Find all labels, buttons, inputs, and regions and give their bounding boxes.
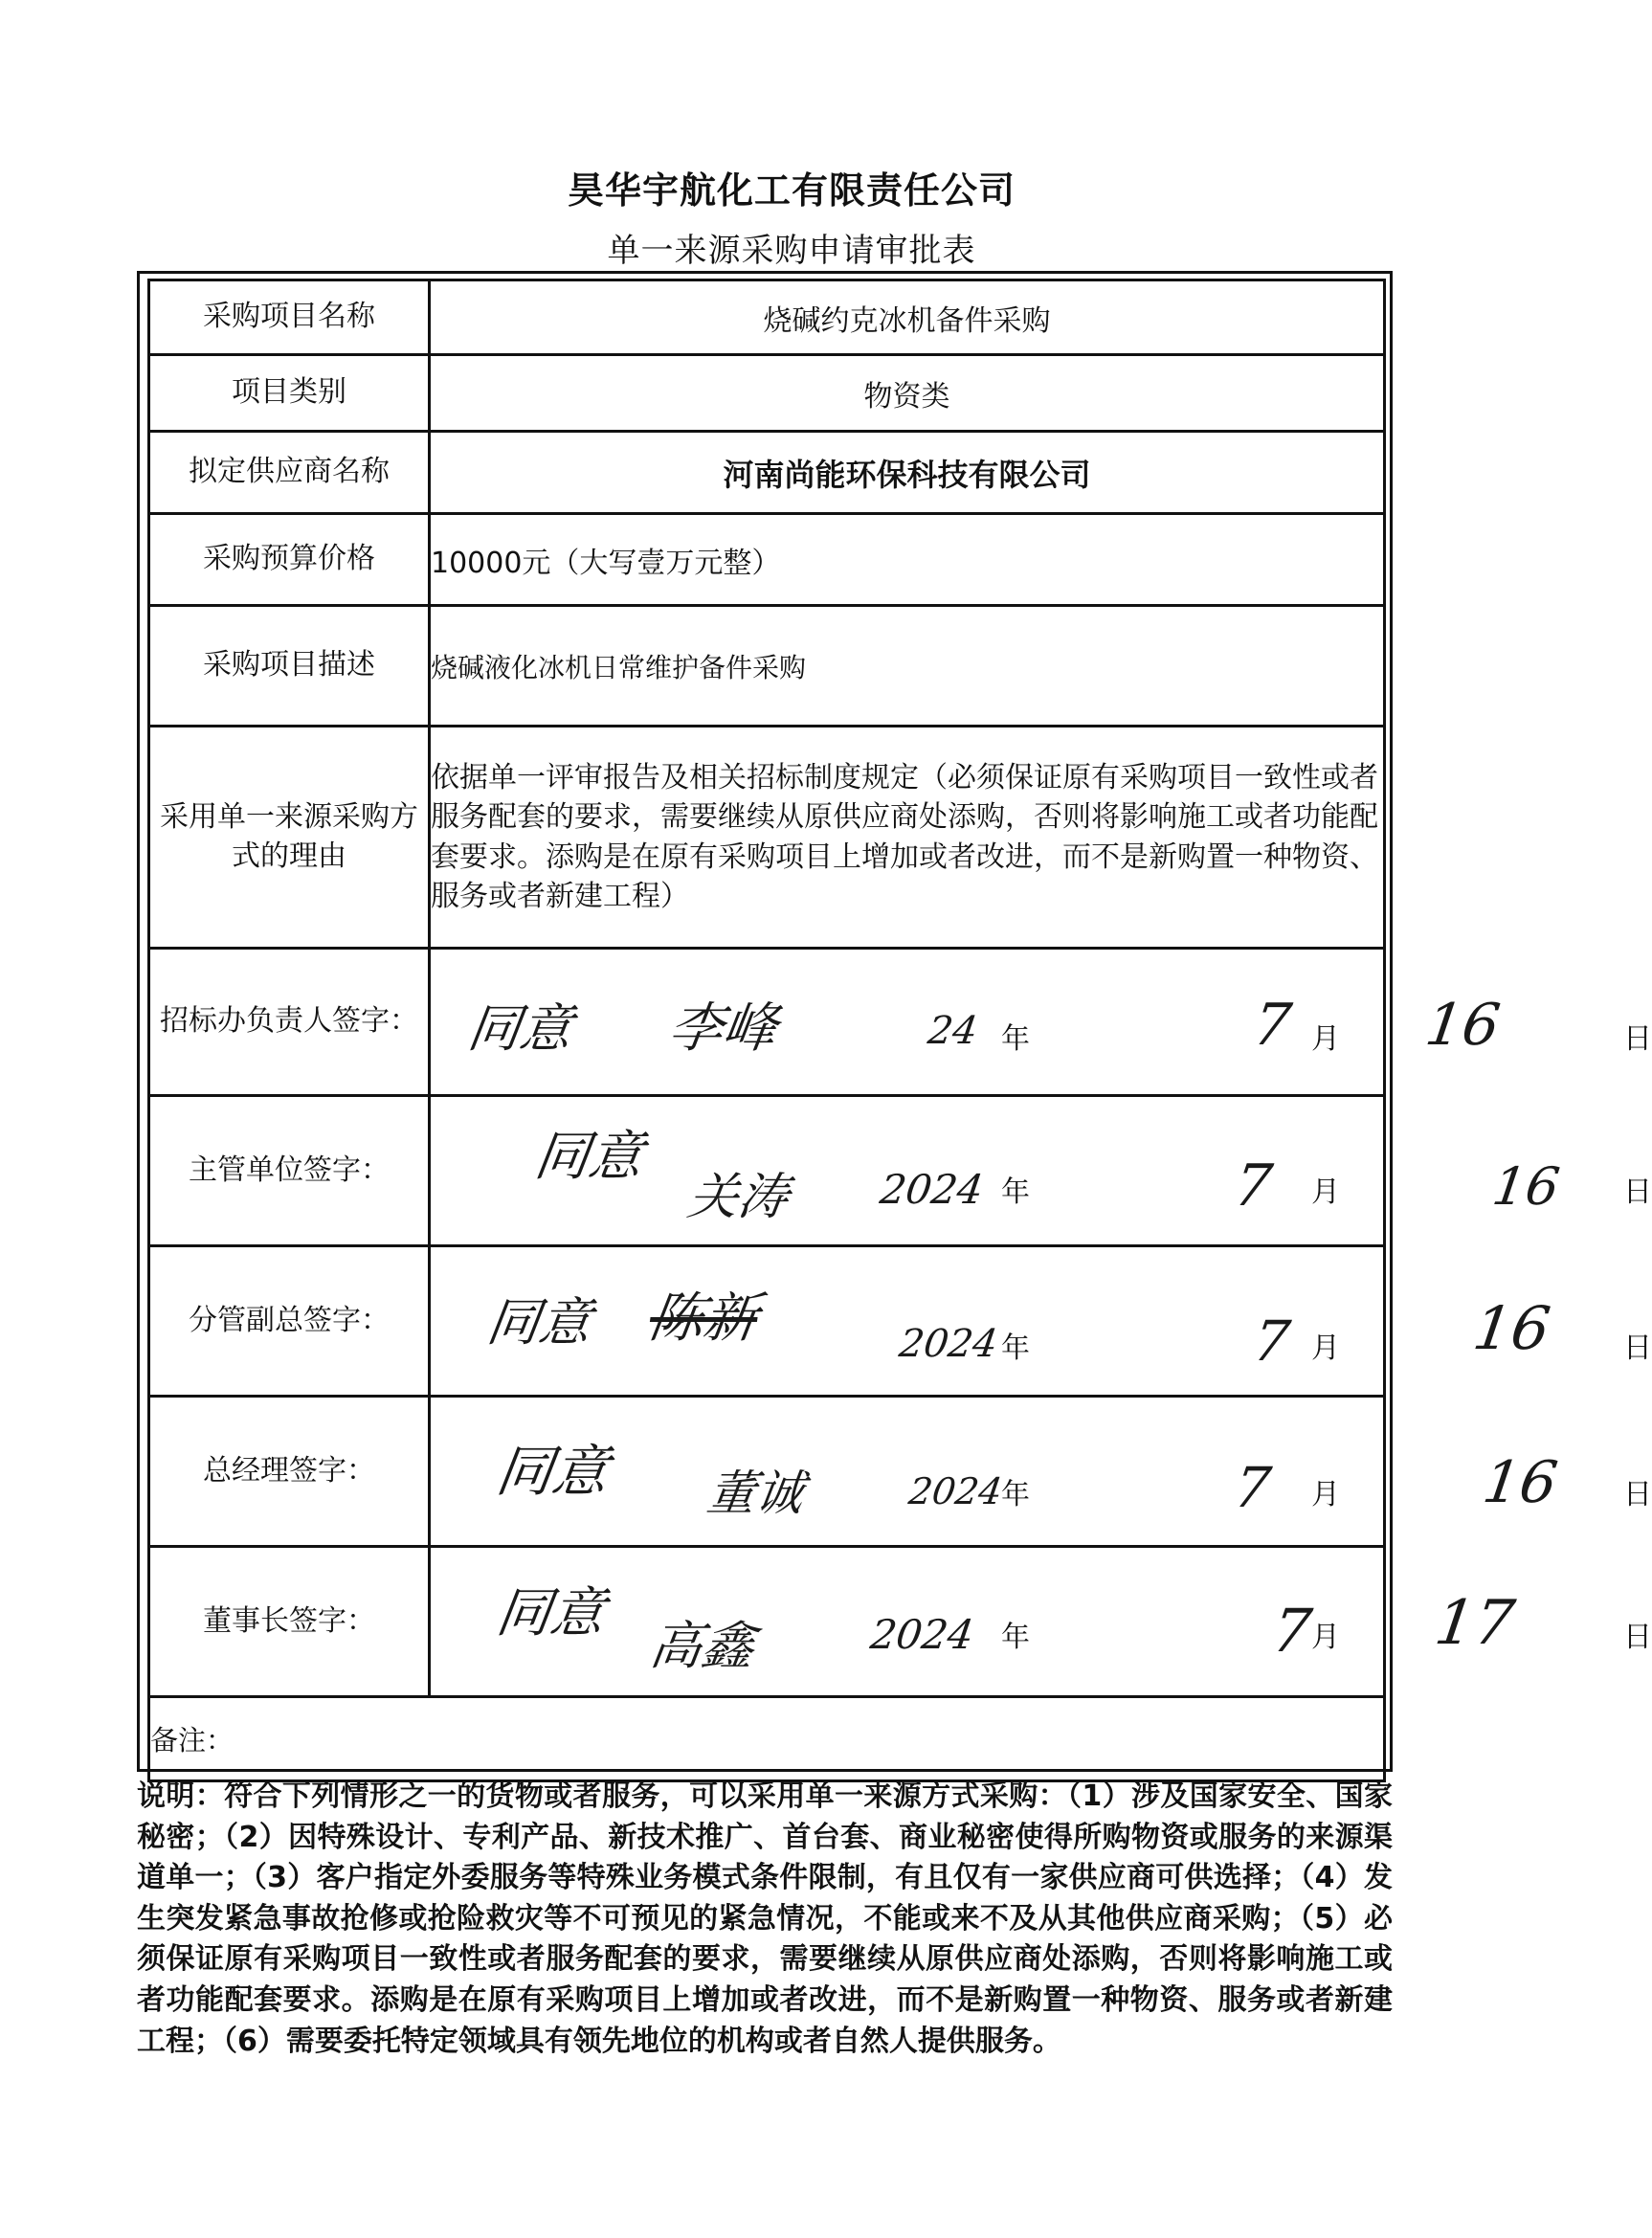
row-signature-general-manager [149,1397,1385,1547]
signature-cell [430,1246,1652,1397]
handwritten-month: 7 [1230,1153,1277,1220]
year-unit: 年 [1001,1332,1030,1365]
row-signature-chairman [149,1547,1385,1697]
handwritten-day: 16 [1468,1293,1555,1363]
signature-label: 招标办负责人签字： [149,949,430,1096]
handwritten-opinion: 同意 [483,1292,595,1353]
form-title: 单一来源采购申请审批表 [607,232,976,270]
notes-paragraph [137,1777,1393,2062]
project-name-label: 采购项目名称 [149,280,430,355]
day-unit: 日 [1623,1621,1652,1654]
day-unit: 日 [1623,1478,1652,1511]
category-label: 项目类别 [149,355,430,432]
handwritten-opinion: 同意 [492,1582,609,1645]
signature-cell [430,1096,1652,1246]
budget-value: 10000元（大写壹万元整） [430,514,1385,606]
month-unit: 月 [1311,1332,1340,1365]
month-unit: 月 [1311,1175,1340,1209]
handwritten-day: 17 [1430,1588,1519,1659]
handwritten-month: 7 [1249,1309,1294,1374]
handwritten-day: 16 [1479,1449,1562,1516]
handwritten-signature: 李峰 [664,997,781,1060]
remarks-cell [149,1697,1385,1781]
remarks-label: 备注： [150,1724,234,1757]
row-signature-deputy-gm [149,1246,1385,1397]
row-project-name [149,280,1385,355]
year-unit: 年 [1001,1478,1030,1511]
row-remarks [149,1697,1385,1781]
handwritten-opinion: 同意 [492,1439,614,1504]
row-category [149,355,1385,432]
month-unit: 月 [1311,1478,1340,1511]
handwritten-year: 2024 [877,1166,987,1213]
day-unit: 日 [1623,1332,1652,1365]
handwritten-opinion: 同意 [464,998,576,1059]
signature-cell [430,1547,1652,1697]
handwritten-opinion: 同意 [530,1126,647,1188]
handwritten-year: 2024 [867,1611,977,1658]
month-unit: 月 [1311,1621,1340,1654]
company-name: 昊华宇航化工有限责任公司 [567,169,1016,212]
row-signature-bidding-office [149,949,1385,1096]
notes-text: 说明：符合下列情形之一的货物或者服务，可以采用单一来源方式采购：（1）涉及国家安全、国家秘密；（2）因特殊设计、专利产品、新技术推广、首台套、商业秘密使得所购物资或服务的来源渠道单一；（3）客户指定外委服务等特殊业务模式条件限制，有且仅有一家供应商可供选择；（4）发生突发紧急事故抢修或抢险救灾等不可预见的紧急情况，不能或来不及从其他供应商采购；（5）必须保证原有采购项目一致性或者服务配套的要求，需要继续从原供应商处添购，否则将影响施工或者功能配套要求。添购是在原有采购项目上增加或者改进，而不是新购置一种物资、服务或者新建工程；（6）需要委托特定领域具有领先地位的机构或者自然人提供服务。 [137,1779,1393,2058]
description-value: 烧碱液化冰机日常维护备件采购 [430,606,1385,727]
handwritten-year: 2024 [896,1322,1001,1366]
project-name-value: 烧碱约克冰机备件采购 [430,280,1385,355]
row-signature-supervising-unit [149,1096,1385,1246]
year-unit: 年 [1001,1022,1030,1056]
row-supplier [149,432,1385,514]
month-unit: 月 [1311,1022,1340,1056]
handwritten-month: 7 [1249,992,1296,1059]
signature-cell [430,949,1652,1096]
handwritten-year: 2024 [905,1470,1005,1512]
year-unit: 年 [1001,1621,1030,1654]
signature-cell [430,1397,1652,1547]
day-unit: 日 [1623,1175,1652,1209]
day-unit: 日 [1623,1022,1652,1056]
description-label: 采购项目描述 [149,606,430,727]
signature-label: 主管单位签字： [149,1096,430,1246]
handwritten-year: 24 [925,1009,981,1053]
budget-label: 采购预算价格 [149,514,430,606]
supplier-label: 拟定供应商名称 [149,432,430,514]
approval-form-table [147,279,1652,1782]
handwritten-month: 7 [1267,1596,1316,1666]
handwritten-signature: 高鑫 [646,1616,758,1676]
handwritten-day: 16 [1421,992,1505,1059]
row-description [149,606,1385,727]
year-unit: 年 [1001,1175,1030,1209]
row-reason [149,727,1385,949]
reason-label: 采用单一来源采购方式的理由 [149,727,430,949]
handwritten-month: 7 [1230,1455,1275,1520]
supplier-value: 河南尚能环保科技有限公司 [430,432,1385,514]
handwritten-signature: 董诚 [703,1466,808,1521]
signature-label: 董事长签字： [149,1547,430,1697]
signature-label: 分管副总签字： [149,1246,430,1397]
handwritten-day: 16 [1488,1156,1564,1217]
category-value: 物资类 [430,355,1385,432]
reason-value: 依据单一评审报告及相关招标制度规定（必须保证原有采购项目一致性或者服务配套的要求，需要继续从原供应商处添购，否则将影响施工或者功能配套要求。添购是在原有采购项目上增加或者改进，而不是新购置一种物资、服务或者新建工程） [430,727,1385,949]
signature-label: 总经理签字： [149,1397,430,1547]
row-budget [149,514,1385,606]
handwritten-signature: 关涛 [684,1169,793,1226]
handwritten-signature: 陈新 [645,1287,762,1350]
